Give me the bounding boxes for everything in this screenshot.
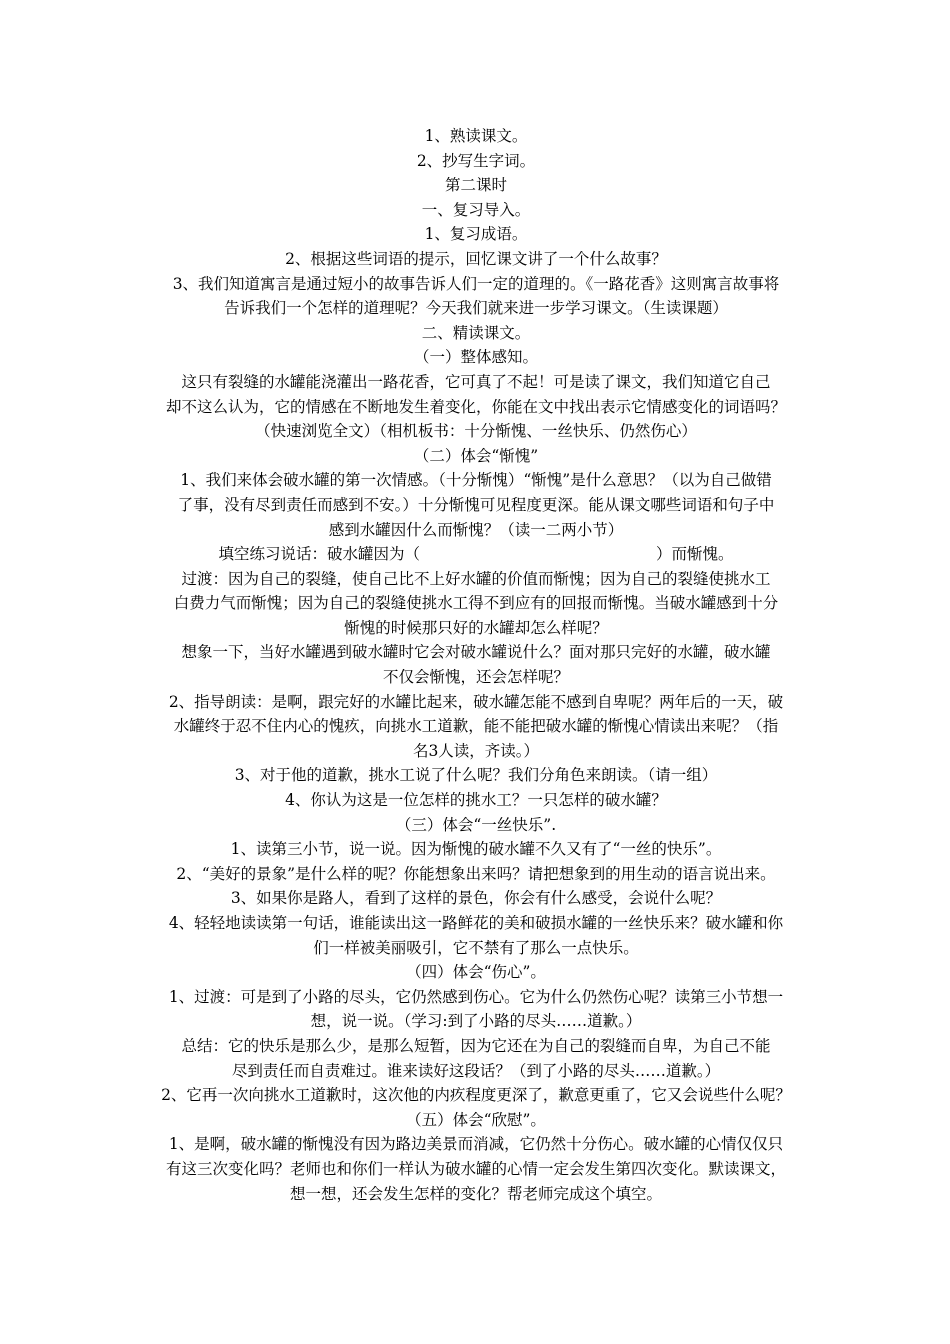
section-title: 第二课时 [444, 176, 507, 195]
text-line: 想象一下，当好水罐遇到破水罐时它会对破水罐说什么？面对那只完好的水罐，破水罐 [181, 643, 771, 662]
text-line: 4、你认为这是一位怎样的挑水工？一只怎样的破水罐？ [285, 791, 667, 810]
text-line: 4、轻轻地读读第一句话，谁能读出这一路鲜花的美和破损水罐的一丝快乐来？破水罐和你 [168, 914, 784, 932]
subsection-heading: （四）体会“伤心”。 [406, 963, 546, 982]
text-line: 1、读第三小节，说一说。因为惭愧的破水罐不久又有了“一丝的快乐”。 [230, 840, 722, 859]
text-line: 2、“美好的景象”是什么样的呢？你能想象出来吗？请把想象到的用生动的语言说出来。 [176, 864, 776, 883]
text-line: 不仅会惭愧，还会怎样呢？ [382, 668, 569, 687]
text-line: 过渡：因为自己的裂缝，使自己比不上好水罐的价值而惭愧；因为自己的裂缝使挑水工 [181, 569, 771, 588]
text-line: 总结：它的快乐是那么少，是那么短暂，因为它还在为自己的裂缝而自卑，为自己不能 [181, 1036, 771, 1055]
text-line: 想，说一说。（学习:到了小路的尽头……道歉。） [310, 1012, 642, 1031]
section-heading: 二、精读课文。 [421, 323, 531, 342]
text-line: 这只有裂缝的水罐能浇灌出一路花香，它可真了不起！可是读了课文，我们知道它自己 [181, 372, 771, 391]
text-line: 1、复习成语。 [424, 225, 528, 244]
text-line: 们一样被美丽吸引，它不禁有了那么一点快乐。 [313, 938, 639, 957]
text-line: 了事，没有尽到责任而感到不安。）十分惭愧可见程度更深。能从课文哪些词语和句子中 [177, 495, 775, 514]
text-line: （快速浏览全文）（相机板书：十分惭愧、一丝快乐、仍然伤心） [255, 422, 697, 441]
text-line: 3、对于他的道歉，挑水工说了什么呢？我们分角色来朗读。（请一组） [234, 766, 718, 785]
subsection-heading: （一）整体感知。 [413, 348, 538, 367]
text-line: 1、是啊，破水罐的惭愧没有因为路边美景而消减，它仍然十分伤心。破水罐的心情仅仅只 [168, 1135, 784, 1154]
text-line: 2、根据这些词语的提示，回忆课文讲了一个什么故事？ [285, 249, 667, 268]
text-line: 2、抄写生字词。 [416, 151, 536, 170]
section-heading: 一、复习导入。 [421, 200, 531, 219]
fill-blank-line [140, 542, 812, 567]
text-line: 白费力气而惭愧；因为自己的裂缝使挑水工得不到应有的回报而惭愧。当破水罐感到十分 [173, 594, 779, 613]
subsection-heading: （三）体会“一丝快乐”. [395, 815, 557, 834]
text-line: 告诉我们一个怎样的道理呢？今天我们就来进一步学习课文。（生读课题） [224, 299, 728, 318]
text-line: 2、它再一次向挑水工道歉时，这次他的内疚程度更深了，歉意更重了，它又会说些什么呢？ [161, 1086, 791, 1105]
text-line: 3、如果你是路人，看到了这样的景色，你会有什么感受，会说什么呢？ [230, 889, 722, 908]
document-page [140, 124, 812, 1206]
text-line: 1、我们来体会破水罐的第一次情感。（十分惭愧）“惭愧”是什么意思？（以为自己做错 [180, 471, 772, 490]
text-line: 却不这么认为，它的情感在不断地发生着变化，你能在文中找出表示它情感变化的词语吗？ [165, 397, 786, 416]
fill-blank-after: ）而惭愧。 [656, 545, 734, 564]
text-line: 尽到责任而自责难过。谁来读好这段话？（到了小路的尽头……道歉。） [231, 1061, 721, 1080]
text-line: 3、我们知道寓言是通过短小的故事告诉人们一定的道理的。《一路花香》这则寓言故事将 [172, 274, 780, 293]
fill-blank-before: 填空练习说话：破水罐因为（ [218, 545, 420, 564]
subsection-heading: （五）体会“欣慰”。 [406, 1110, 546, 1129]
text-line: 水罐终于忍不住内心的愧疚，向挑水工道歉，能不能把破水罐的惭愧心情读出来呢？（指 [173, 717, 779, 736]
text-line: 感到水罐因什么而惭愧？（读一二两小节） [328, 520, 624, 539]
text-line: 2、指导朗读：是啊，跟完好的水罐比起来，破水罐怎能不感到自卑呢？两年后的一天，破 [168, 692, 784, 711]
text-line: 惭愧的时候那只好的水罐却怎么样呢？ [344, 618, 608, 637]
text-line: 有这三次变化吗？老师也和你们一样认为破水罐的心情一定会发生第四次变化。默读课文， [165, 1159, 786, 1178]
text-line: 名3人读，齐读。） [412, 741, 540, 760]
text-line: 1、熟读课文。 [424, 127, 528, 145]
text-line: 1、过渡：可是到了小路的尽头，它仍然感到伤心。它为什么仍然伤心呢？读第三小节想一 [168, 987, 784, 1006]
subsection-heading: （二）体会“惭愧” [413, 446, 539, 465]
text-line: 想一想，还会发生怎样的变化？帮老师完成这个填空。 [289, 1184, 662, 1203]
